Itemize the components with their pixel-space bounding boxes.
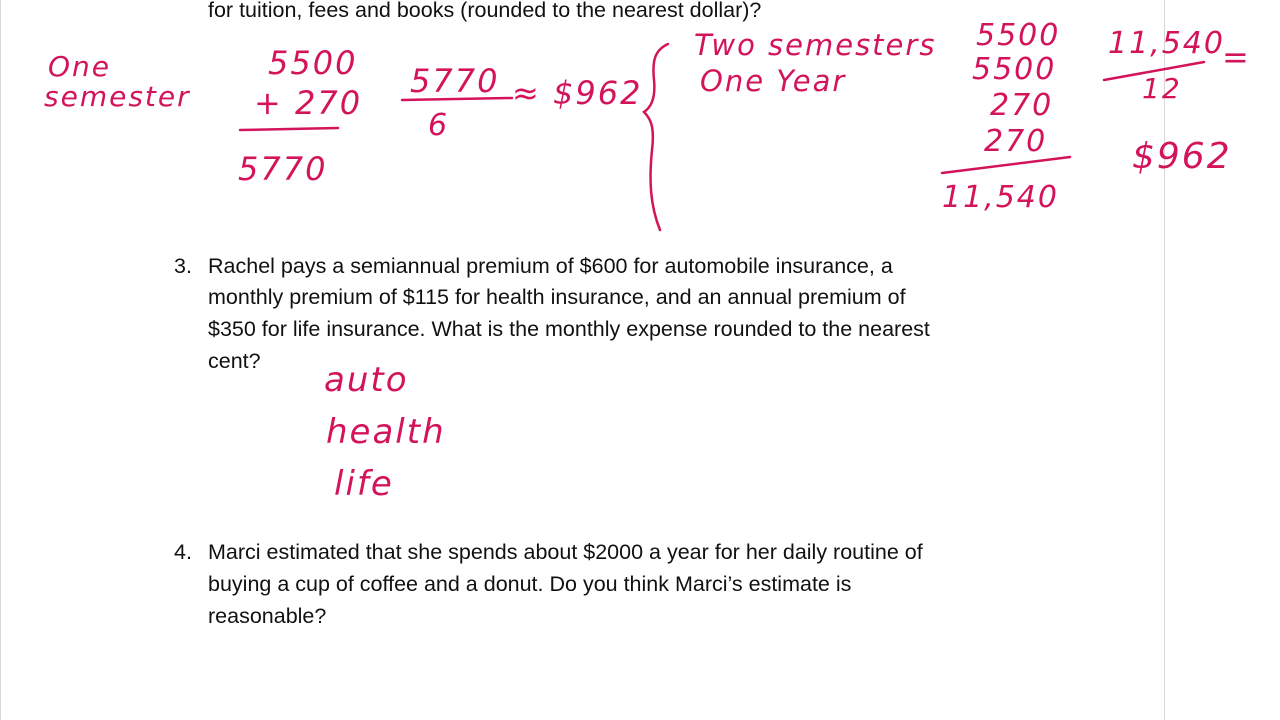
question-3-line-2: monthly premium of $115 for health insurance, and an annual premium of <box>208 285 906 309</box>
one-semester-addend-1: 5500 <box>268 44 358 82</box>
sum-line-two-semesters <box>942 157 1070 173</box>
question-3-number: 3. <box>174 254 192 278</box>
page-left-border <box>0 0 1 720</box>
curly-brace-divider <box>644 44 668 230</box>
note-life: life <box>334 464 394 504</box>
one-semester-addend-2: + 270 <box>254 84 363 122</box>
two-semesters-equals: = <box>1222 38 1251 76</box>
two-semesters-label-line2: One Year <box>700 64 847 98</box>
two-semesters-value-2: 5500 <box>972 52 1057 87</box>
two-semesters-label-line1: Two semesters <box>694 28 937 62</box>
two-semesters-numerator: 11,540 <box>1108 26 1225 61</box>
question-3-line-4: cent? <box>208 349 261 373</box>
one-semester-label-line2: semester <box>44 80 191 113</box>
two-semesters-value-4: 270 <box>984 124 1048 159</box>
one-semester-approx-result: ≈ $962 <box>512 74 643 112</box>
question-4-line-3: reasonable? <box>208 604 327 628</box>
two-semesters-result: $962 <box>1132 136 1232 177</box>
two-semesters-denominator: 12 <box>1142 72 1182 105</box>
two-semesters-sum: 11,540 <box>942 180 1059 215</box>
previous-question-tail: for tuition, fees and books (rounded to the nearest dollar)? <box>208 0 762 22</box>
two-semesters-value-3: 270 <box>990 88 1054 123</box>
page-right-margin-line <box>1164 0 1165 720</box>
note-auto: auto <box>324 360 409 400</box>
note-health: health <box>326 412 446 452</box>
question-4-line-2: buying a cup of coffee and a donut. Do you think Marci’s estimate is <box>208 572 852 596</box>
question-3-line-1: Rachel pays a semiannual premium of $600 for automobile insurance, a <box>208 254 893 278</box>
one-semester-sum: 5770 <box>238 150 328 188</box>
one-semester-numerator: 5770 <box>410 62 500 100</box>
two-semesters-value-1: 5500 <box>976 18 1061 53</box>
one-semester-denominator: 6 <box>428 108 450 143</box>
one-semester-label-line1: One <box>48 50 112 83</box>
sum-line-one-semester <box>240 128 338 130</box>
question-4-number: 4. <box>174 540 192 564</box>
question-4-line-1: Marci estimated that she spends about $2000 a year for her daily routine of <box>208 540 923 564</box>
question-3-line-3: $350 for life insurance. What is the monthly expense rounded to the nearest <box>208 317 930 341</box>
